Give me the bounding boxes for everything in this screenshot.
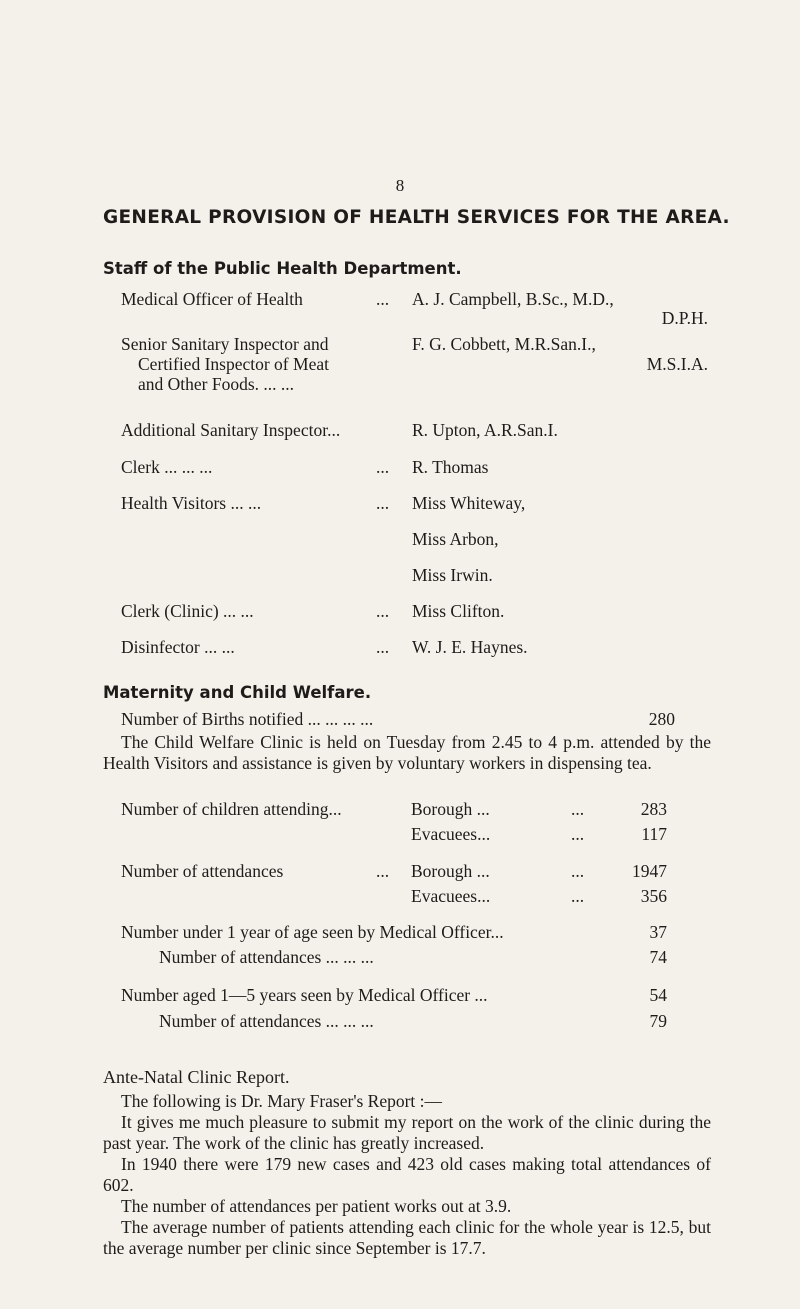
staff-name-cont: Miss Arbon, bbox=[412, 529, 499, 549]
clinic-paragraph: The Child Welfare Clinic is held on Tuesday from 2.45 to 4 p.m. attended by the Health Visitors and assistance is given by voluntary workers in dispensing tea. bbox=[103, 732, 711, 773]
page-number: 8 bbox=[395, 176, 405, 195]
aged15-label: Number aged 1—5 years seen by Medical Officer ... bbox=[121, 985, 488, 1005]
staff-heading: Staff of the Public Health Department. bbox=[103, 259, 462, 278]
staff-name: A. J. Campbell, B.Sc., M.D., bbox=[412, 289, 614, 309]
leader-dots: ... bbox=[376, 493, 390, 513]
staff-role: Disinfector ... ... bbox=[121, 637, 235, 657]
staff-name: Miss Clifton. bbox=[412, 601, 505, 621]
staff-name: R. Thomas bbox=[412, 457, 489, 477]
report-paragraph: The average number of patients attending each clinic for the whole year is 12.5, but the average number per clinic since September is 17.7. bbox=[103, 1217, 711, 1258]
attendance-subgroup: Evacuees... bbox=[411, 824, 491, 844]
staff-name: Miss Whiteway, bbox=[412, 493, 526, 513]
staff-name-cont: M.S.I.A. bbox=[646, 354, 708, 374]
staff-role: Additional Sanitary Inspector... bbox=[121, 420, 341, 440]
leader-dots: ... bbox=[571, 861, 585, 881]
leader-dots: ... bbox=[376, 861, 390, 881]
staff-name: W. J. E. Haynes. bbox=[412, 637, 528, 657]
attendance-subgroup: Borough ... bbox=[411, 861, 490, 881]
report-intro: The following is Dr. Mary Fraser's Report :— bbox=[121, 1091, 443, 1111]
children-attending-label: Number of children attending... bbox=[121, 799, 342, 819]
attendance-value: 1947 bbox=[632, 861, 667, 881]
leader-dots: ... bbox=[571, 824, 585, 844]
under1-label: Number under 1 year of age seen by Medical Officer... bbox=[121, 922, 504, 942]
staff-role: Clerk ... ... ... bbox=[121, 457, 213, 477]
leader-dots: ... bbox=[571, 799, 585, 819]
births-label: Number of Births notified ... ... ... ... bbox=[121, 709, 374, 729]
leader-dots: ... bbox=[376, 289, 390, 309]
attendance-value: 356 bbox=[640, 886, 667, 906]
staff-role-cont: Certified Inspector of Meat bbox=[138, 354, 329, 374]
staff-name-cont: Miss Irwin. bbox=[412, 565, 493, 585]
leader-dots: ... bbox=[376, 601, 390, 621]
staff-role: Clerk (Clinic) ... ... bbox=[121, 601, 254, 621]
staff-role-cont: and Other Foods. ... ... bbox=[138, 374, 295, 394]
staff-role: Senior Sanitary Inspector and bbox=[121, 334, 329, 354]
attendances-label: Number of attendances bbox=[121, 861, 284, 881]
staff-name: R. Upton, A.R.San.I. bbox=[412, 420, 558, 440]
under1-attendances-value: 74 bbox=[649, 947, 667, 967]
under1-value: 37 bbox=[649, 922, 667, 942]
staff-name: F. G. Cobbett, M.R.San.I., bbox=[412, 334, 596, 354]
staff-role: Health Visitors ... ... bbox=[121, 493, 262, 513]
attendance-value: 117 bbox=[641, 824, 667, 844]
leader-dots: ... bbox=[571, 886, 585, 906]
report-paragraph: In 1940 there were 179 new cases and 423 old cases making total attendances of 602. bbox=[103, 1154, 711, 1195]
leader-dots: ... bbox=[376, 457, 390, 477]
attendance-subgroup: Evacuees... bbox=[411, 886, 491, 906]
staff-name-cont: D.P.H. bbox=[661, 308, 708, 328]
maternity-heading: Maternity and Child Welfare. bbox=[103, 683, 372, 702]
leader-dots: ... bbox=[376, 637, 390, 657]
aged15-value: 54 bbox=[649, 985, 667, 1005]
under1-attendances-label: Number of attendances ... ... ... bbox=[159, 947, 374, 967]
births-value: 280 bbox=[648, 709, 675, 729]
attendance-value: 283 bbox=[640, 799, 667, 819]
report-paragraph: The number of attendances per patient works out at 3.9. bbox=[121, 1196, 512, 1216]
antenatal-heading: Ante-Natal Clinic Report. bbox=[103, 1067, 290, 1087]
staff-role: Medical Officer of Health bbox=[121, 289, 303, 309]
attendance-subgroup: Borough ... bbox=[411, 799, 490, 819]
aged15-attendances-value: 79 bbox=[649, 1011, 667, 1031]
report-paragraph: It gives me much pleasure to submit my report on the work of the clinic during the past year. The work of the clinic has greatly increased. bbox=[103, 1112, 711, 1153]
page-title: GENERAL PROVISION OF HEALTH SERVICES FOR THE AREA. bbox=[103, 207, 730, 228]
aged15-attendances-label: Number of attendances ... ... ... bbox=[159, 1011, 374, 1031]
